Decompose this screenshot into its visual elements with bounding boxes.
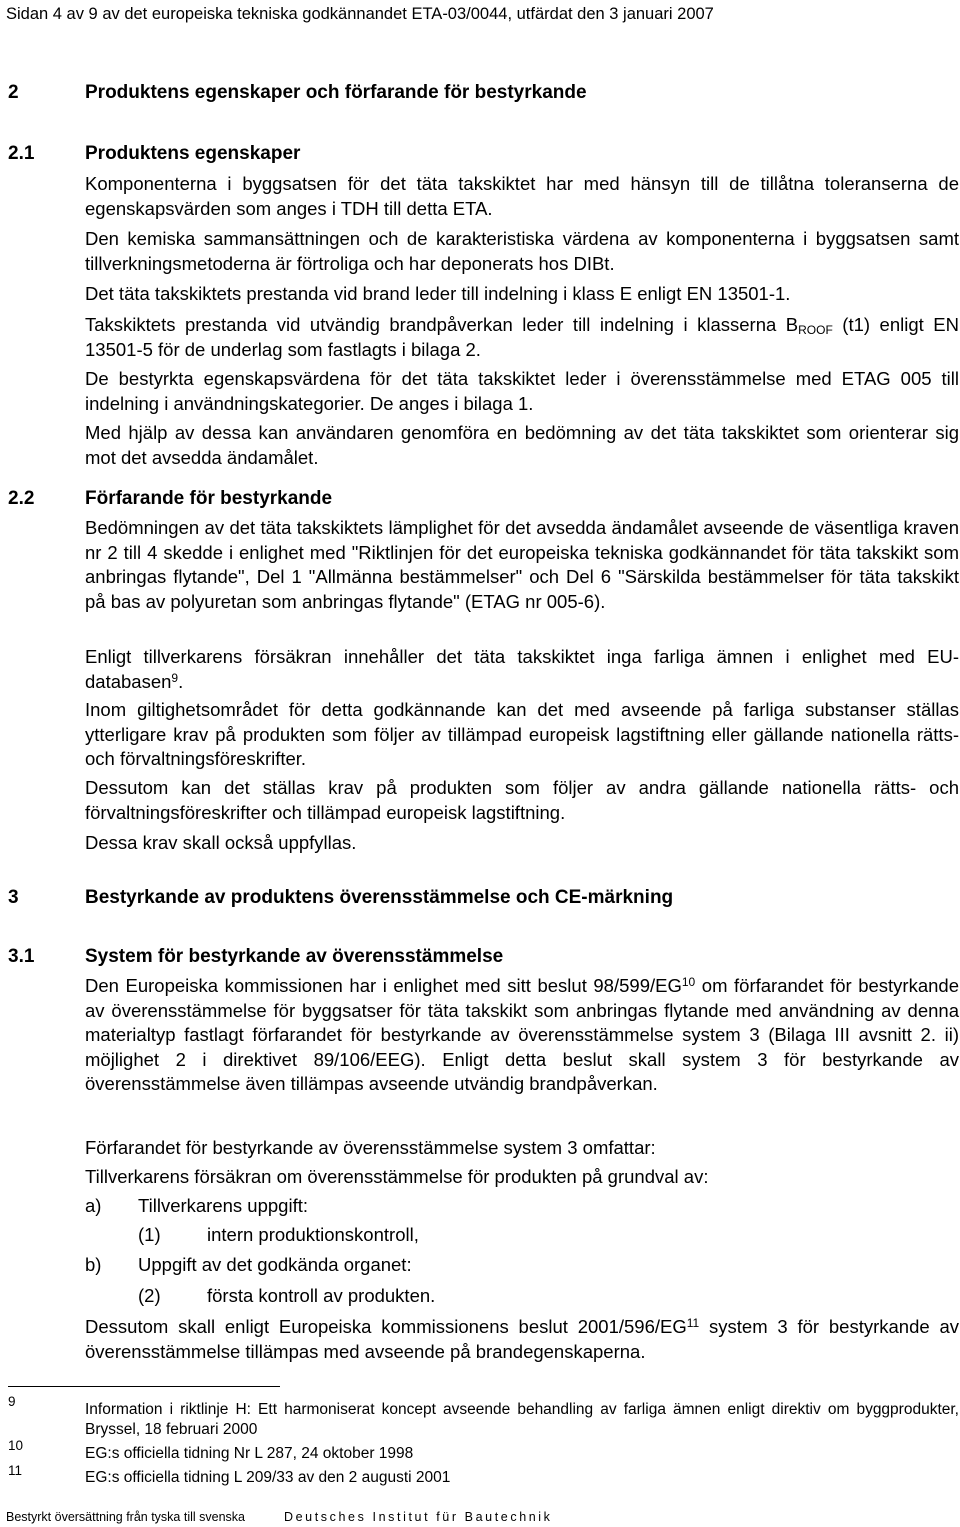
p1-text-after: om förfarandet för bestyrkande av överensstämmelse för byggsatser för täta takskikt som anbringas flytande med användning av denna materialtyp fastlagt förfarandet för bestyrkande av överensstämmelse system 3 (Bilaga III avsnitt 2. ii) möjlighet 2 i direktivet 89/106/EEG). Enligt detta beslut skall system 3 för bestyrkande av överensstämmelse även tillämpas avseende utvändig brandpåverkan. [85,975,959,1094]
section-3-1-paragraph-1 [85,974,959,1097]
section-2-2-paragraph-5: Dessa krav skall också uppfyllas. [85,832,357,853]
section-2-1-title: Produktens egenskaper [85,143,301,164]
footer-institute: Deutsches Institut für Bautechnik [284,1510,553,1524]
section-3-1-number: 3.1 [8,946,35,967]
list-marker-a: a) [85,1195,102,1216]
p4-text-before: Takskiktets prestanda vid utvändig brandpåverkan leder till indelning i klasserna B [85,314,799,335]
footnote-number-11: 11 [8,1463,23,1478]
section-3-number: 3 [8,887,19,908]
section-2-1-paragraph-5: De bestyrkta egenskapsvärdena för det täta takskiktet leder i överensstämmelse med ETAG 005 till indelning i användningskategorier. De anges i bilaga 1. [85,368,959,414]
section-2-1-paragraph-1: Komponenterna i byggsatsen för det täta takskiktet har med hänsyn till de tillåtna toleranserna de egenskapsvärden som anges i TDH till detta ETA. [85,173,959,219]
section-2-1-paragraph-2: Den kemiska sammansättningen och de karakteristiska värdena av komponenterna i byggsatsen samt tillverkningsmetoderna är förtroliga och har deponerats hos DIBt. [85,228,959,274]
list-marker-1: (1) [138,1224,161,1245]
section-3-1-title: System för bestyrkande av överensstämmelse [85,946,504,967]
section-2-2-paragraph-1: Bedömningen av det täta takskiktets lämplighet för det avsedda ändamålet avseende de väsentliga kraven nr 2 till 4 skedde i enlighet med "Riktlinjen för det europeiska tekniska godkännandet för täta takskikt som anbringas flytande", Del 1 "Allmänna bestämmelser" och Del 6 "Särskilda bestämmelser för täta takskikt på bas av polyuretan som anbringas flytande" (ETAG nr 005-6). [85,517,959,612]
footnote-ref-11: 11 [686,1316,700,1330]
section-2-2-title: Förfarande för bestyrkande [85,488,333,509]
footnote-text-9: Information i riktlinje H: Ett harmoniserat koncept avseende behandling av farliga ämnen enligt direktiv om byggprodukter, Bryssel, 18 februari 2000 [85,1401,959,1438]
list-marker-b: b) [85,1254,102,1275]
section-2-number: 2 [8,82,19,103]
section-2-title: Produktens egenskaper och förfarande för bestyrkande [85,82,587,103]
footnote-text-10: EG:s officiella tidning Nr L 287, 24 oktober 1998 [85,1445,414,1462]
list-item-a: Tillverkarens uppgift: [138,1195,308,1216]
section-3-1-paragraph-2: Förfarandet för bestyrkande av överensstämmelse system 3 omfattar: [85,1137,656,1158]
section-2-2-paragraph-3: Inom giltighetsområdet för detta godkännande kan det med avseende på farliga substanser ställas ytterligare krav på produkten som följer av tillämpad europeisk lagstiftning eller gällande nationella rätts- och förvaltningsföreskrifter. [85,699,959,769]
p2-end: . [178,670,184,692]
p4-text-after: system 3 för bestyrkande av överensstämmelse tillämpas med avseende på brandegenskaperna. [85,1316,959,1362]
list-item-1: intern produktionskontroll, [207,1224,419,1245]
section-2-2-paragraph-4: Dessutom kan det ställas krav på produkten som följer av andra gällande nationella rätts- och förvaltningsföreskrifter och tillämpad europeisk lagstiftning. [85,777,959,823]
list-item-b: Uppgift av det godkända organet: [138,1254,412,1275]
p4-text-before: Dessutom skall enligt Europeiska kommissionens beslut 2001/596/EG [85,1316,687,1337]
p2-text: Enligt tillverkarens försäkran innehåller det täta takskiktet inga farliga ämnen i enlighet med EU-databasen [85,646,959,692]
footnote-number-9: 9 [8,1394,16,1409]
list-marker-2: (2) [138,1285,161,1306]
roof-subscript: ROOF [798,323,833,337]
section-2-1-paragraph-6: Med hjälp av dessa kan användaren genomföra en bedömning av det täta takskiktet som orienterar sig mot det avsedda ändamålet. [85,422,959,468]
section-3-1-paragraph-4 [85,1315,959,1364]
footer-translation-note: Bestyrkt översättning från tyska till svenska [6,1510,245,1524]
section-2-2-paragraph-2 [85,645,959,694]
p1-text-before: Den Europeiska kommissionen har i enlighet med sitt beslut 98/599/EG [85,975,682,996]
footnote-ref-9: 9 [171,670,179,685]
section-2-2-number: 2.2 [8,488,35,509]
footnote-number-10: 10 [8,1438,24,1453]
list-item-2: första kontroll av produkten. [207,1285,436,1306]
section-3-1-paragraph-3: Tillverkarens försäkran om överensstämmelse för produkten på grundval av: [85,1166,709,1187]
section-2-1-paragraph-3: Det täta takskiktets prestanda vid brand leder till indelning i klass E enligt EN 13501-1. [85,283,791,304]
section-2-1-number: 2.1 [8,143,35,164]
footnote-text-11: EG:s officiella tidning L 209/33 av den 2 augusti 2001 [85,1469,451,1486]
footnote-separator [8,1386,280,1387]
section-2-1-paragraph-4 [85,313,959,362]
section-3-title: Bestyrkande av produktens överensstämmelse och CE-märkning [85,887,674,908]
footnote-ref-10: 10 [681,975,696,989]
p4-text-after: (t1) enligt EN 13501-5 för de underlag som fastlagts i bilaga 2. [85,314,959,360]
page-header: Sidan 4 av 9 av det europeiska tekniska godkännandet ETA-03/0044, utfärdat den 3 januari 2007 [6,5,714,23]
